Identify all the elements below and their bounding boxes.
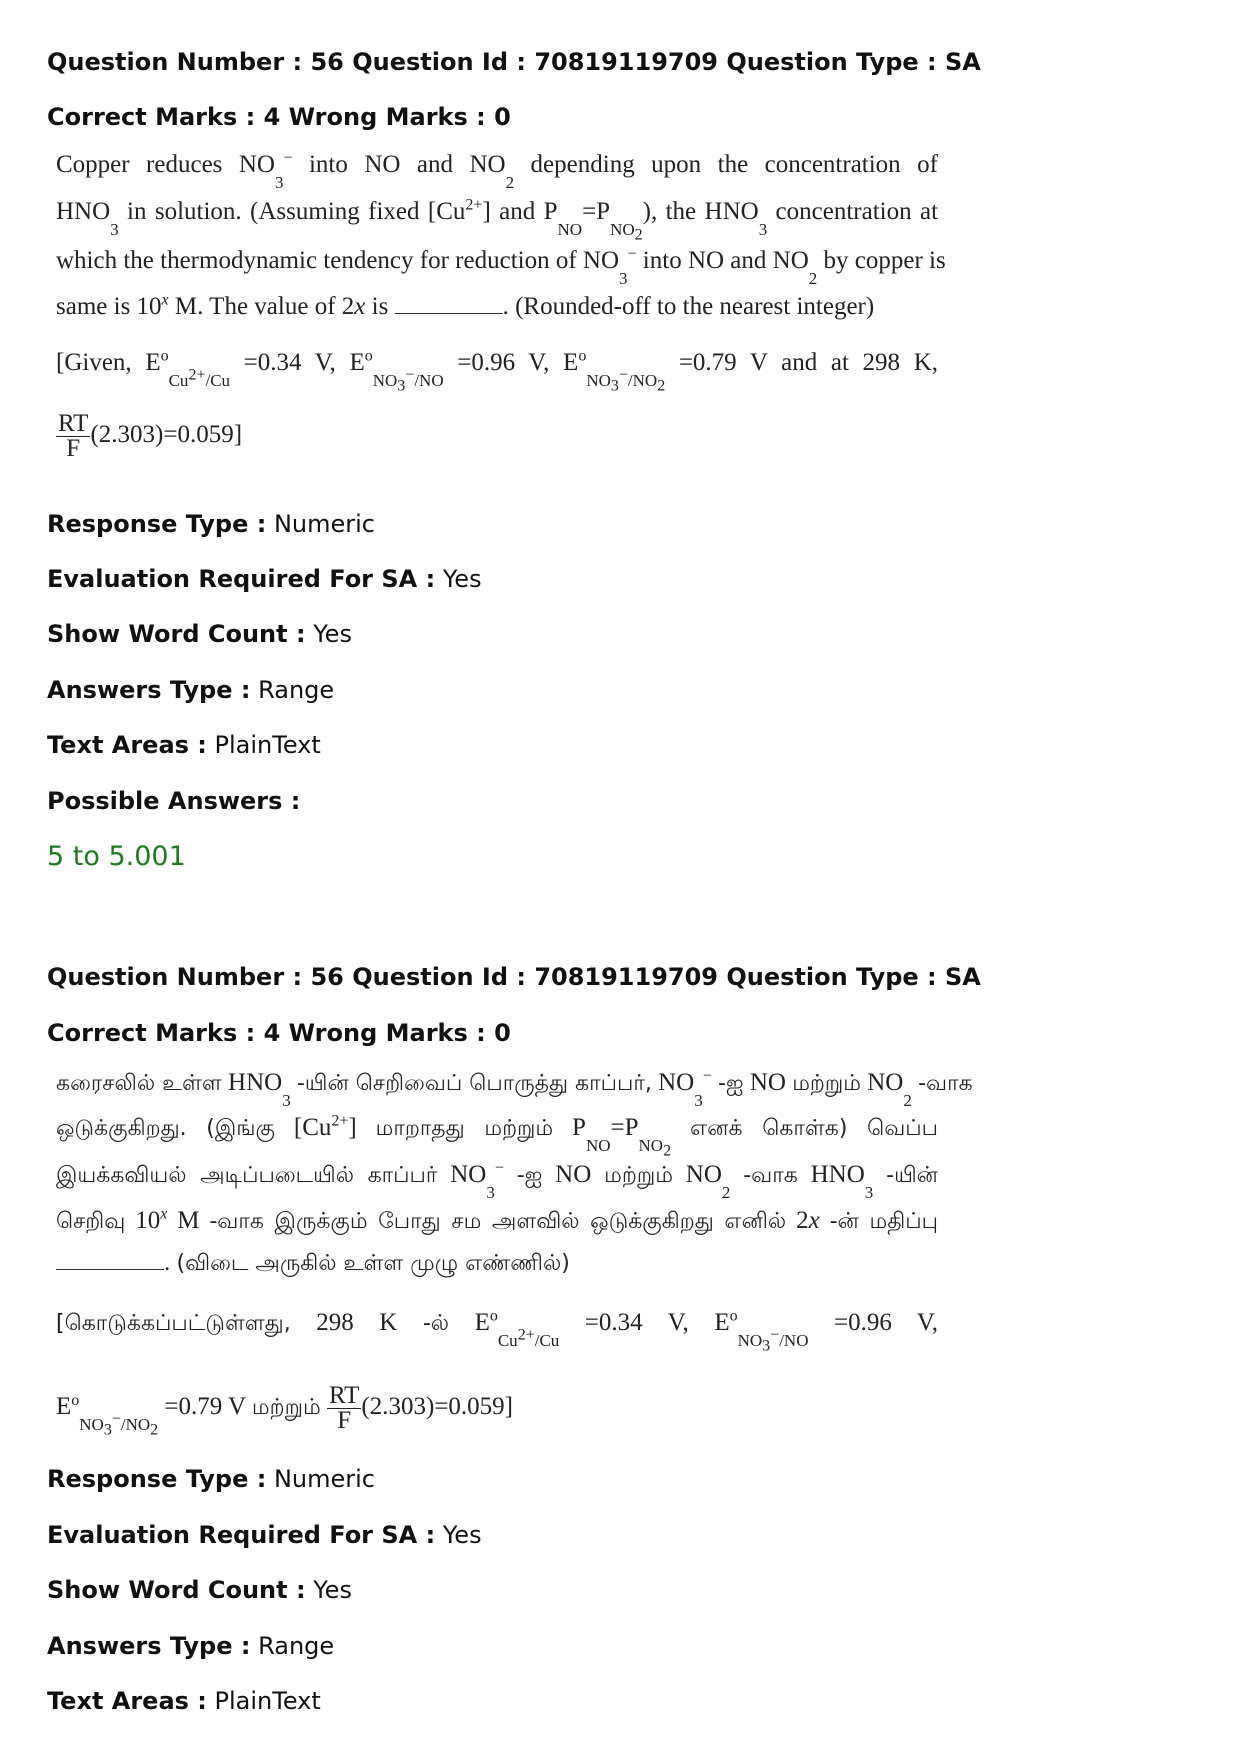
question-text-image-english: Copper reduces $NO_3^-$ into NO and $NO_2$ depending upon the concentration of $HNO_3$ in solution. (Assuming fixed $[Cu^{2+}]$ and $P_{NO}=P_{NO_2}$), the $HNO_3$ concentration at which the thermodynamic tendency for reduction of $NO_3^-$ into NO and $NO_2$ by copper is same is 10$^x$ M. The value of 2x is . (Rounded-off to the nearest integer) [Given, $E^o_{Cu^{2+}/Cu} =0.34$ V, $E^o_{NO_3^-/NO} =0.96$ V, $E^o_{NO_3^-/NO_2} =0.79$ V and at 298 K, $\frac{RT}{F}$ (2.303)=0.059]: [56, 149, 946, 462]
marks-line: Correct Marks : 4 Wrong Marks : 0: [47, 103, 511, 131]
show-word-count: Show Word Count : Yes: [47, 1576, 352, 1604]
show-word-count: Show Word Count : Yes: [47, 620, 352, 648]
question-header: Question Number : 56 Question Id : 70819119709 Question Type : SA: [47, 963, 981, 991]
answers-type: Answers Type : Range: [47, 1632, 335, 1660]
marks-line: Correct Marks : 4 Wrong Marks : 0: [47, 1019, 511, 1047]
response-type: Response Type : Numeric: [47, 510, 375, 538]
possible-answers-label: Possible Answers :: [47, 787, 301, 815]
evaluation-required: Evaluation Required For SA : Yes: [47, 565, 482, 593]
text-areas: Text Areas : PlainText: [47, 731, 321, 759]
question-header: Question Number : 56 Question Id : 70819119709 Question Type : SA: [47, 48, 981, 76]
possible-answers-value: 5 to 5.001: [47, 841, 186, 872]
response-type: Response Type : Numeric: [47, 1465, 375, 1493]
question-text-image-tamil: கரைசலில் உள்ள $HNO_3$ -யின் செறிவைப் பொருத்து காப்பர், $NO_3^-$ -ஐ NO மற்றும் $NO_2$ -வாக ஒடுக்குகிறது. (இங்கு $[Cu^{2+}]$ மாறாதது மற்றும் $P_{NO}=P_{NO_2}$ எனக் கொள்க) வெப்ப இயக்கவியல் அடிப்படையில் காப்பர் $NO_3^-$ -ஐ NO மற்றும் $NO_2$ -வாக $HNO_3$ -யின் செறிவு 10$^x$ M -வாக இருக்கும் போது சம அளவில் ஒடுக்குகிறது எனில் 2x -ன் மதிப்பு . (விடை அருகில் உள்ள முழு எண்ணில்) [கொடுக்கப்பட்டுள்ளது, 298 K -ல் $E^o_{Cu^{2+}/Cu} =0.34$ V, $E^o_{NO_3^-/NO} =0.96$ V, $E^o_{NO_3^-/NO_2} =0.79$ V மற்றும் $\frac{RT}{F}$ (2.303)=0.059]: [56, 1067, 973, 1439]
answers-type: Answers Type : Range: [47, 676, 335, 704]
evaluation-required: Evaluation Required For SA : Yes: [47, 1521, 482, 1549]
text-areas: Text Areas : PlainText: [47, 1687, 321, 1715]
